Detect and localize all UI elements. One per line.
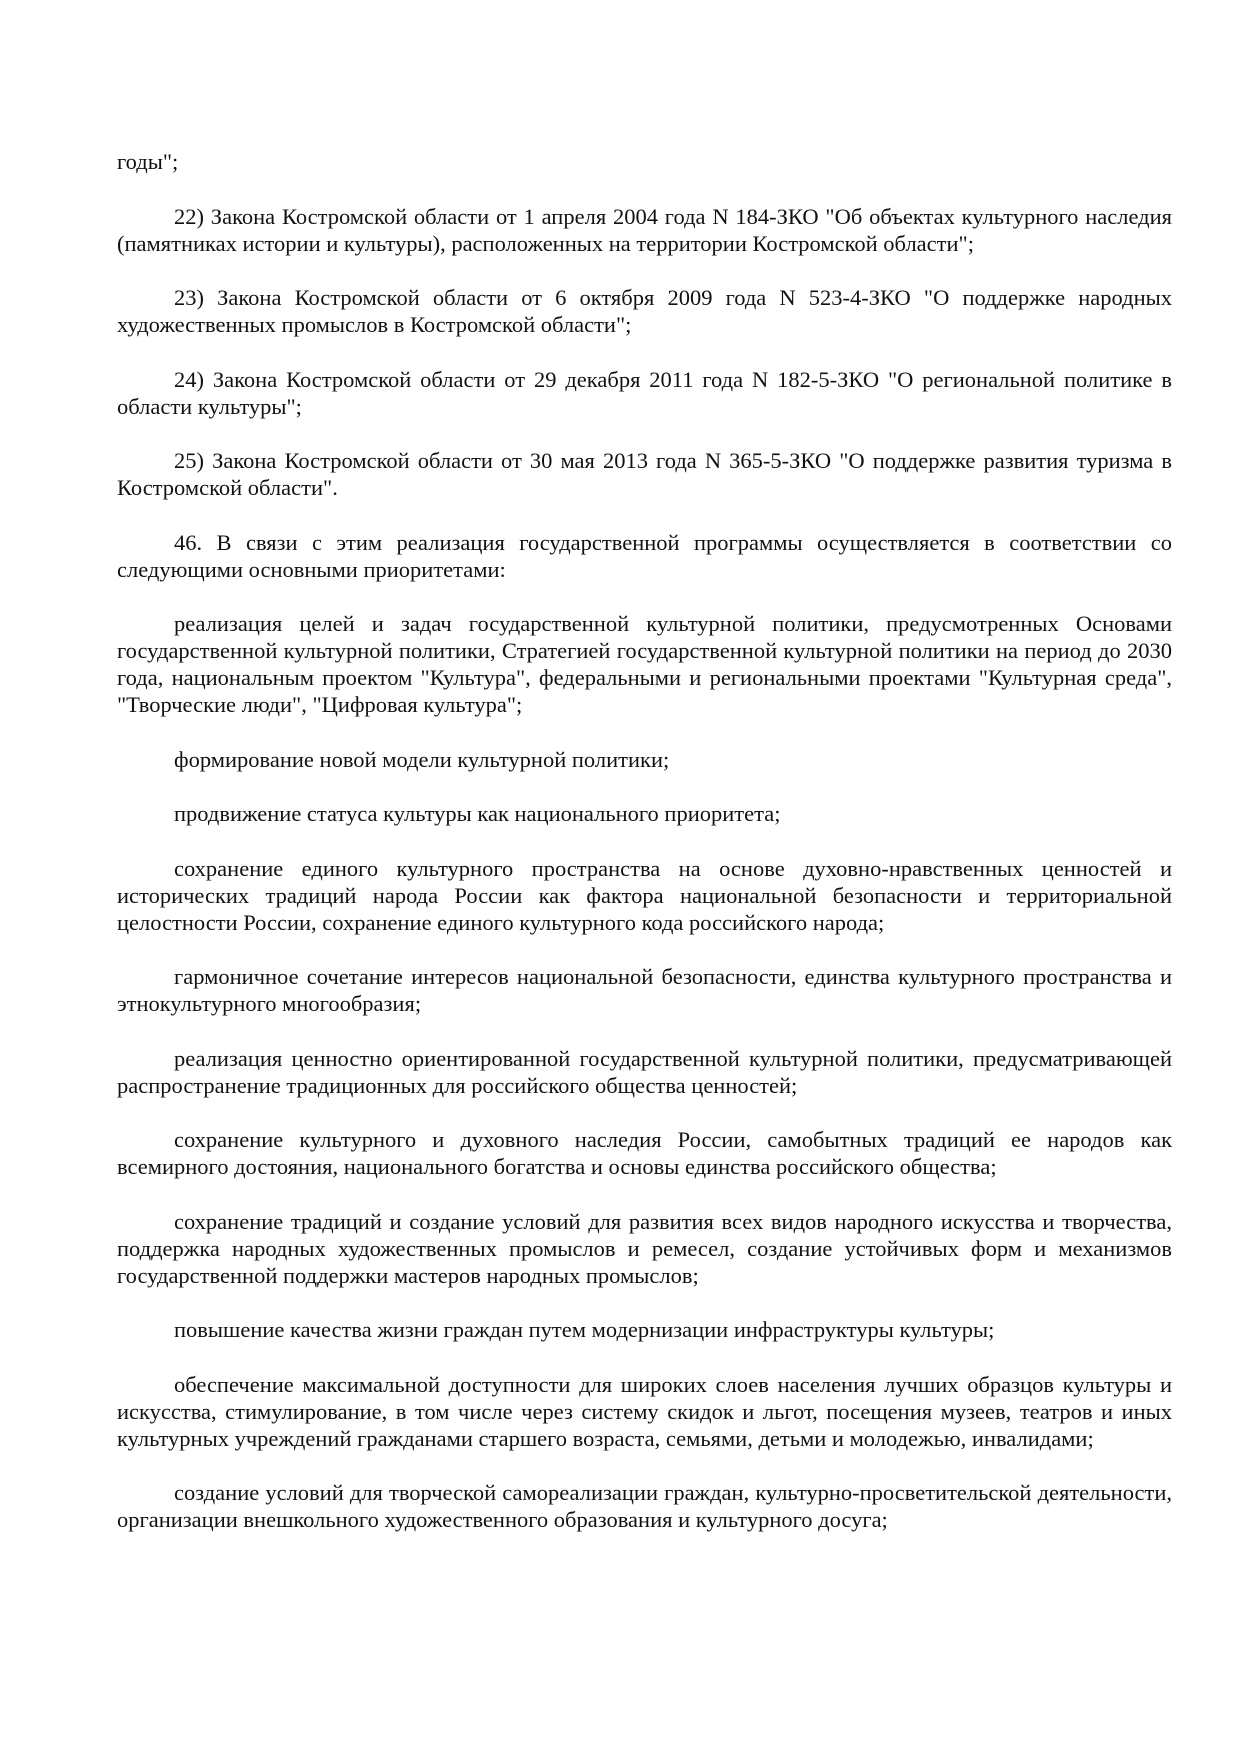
- document-page: [117, 148, 1172, 1561]
- law-item-23: 23) Закона Костромской области от 6 октября 2009 года N 523-4-ЗКО "О поддержке народных художественных промыслов в Костромской области";: [117, 285, 1172, 337]
- priority-item: формирование новой модели культурной политики;: [174, 746, 670, 772]
- priority-item: повышение качества жизни граждан путем модернизации инфраструктуры культуры;: [174, 1317, 995, 1342]
- priority-item: гармоничное сочетание интересов национальной безопасности, единства культурного пространства и этнокультурного многообразия;: [117, 964, 1172, 1016]
- paragraph-continuation: годы";: [117, 149, 179, 174]
- priority-item: сохранение традиций и создание условий для развития всех видов народного искусства и творчества, поддержка народных художественных промыслов и ремесел, создание устойчивых форм и механизмов государственной поддержки мастеров народных промыслов;: [117, 1208, 1172, 1288]
- priority-item: продвижение статуса культуры как национального приоритета;: [174, 801, 781, 826]
- priority-item: создание условий для творческой самореализации граждан, культурно-просветительской деятельности, организации внешкольного художественного образования и культурного досуга;: [117, 1480, 1172, 1532]
- priority-item: сохранение единого культурного пространства на основе духовно-нравственных ценностей и исторических традиций народа России как фактора национальной безопасности и территориальной целостности России, сохранение единого культурного кода российского народа;: [117, 855, 1172, 935]
- priority-item: обеспечение максимальной доступности для широких слоев населения лучших образцов культуры и искусства, стимулирование, в том числе через систему скидок и льгот, посещения музеев, театров и иных культурных учреждений гражданами старшего возраста, семьями, детьми и молодежью, инвалидами;: [117, 1371, 1172, 1451]
- law-item-24: 24) Закона Костромской области от 29 декабря 2011 года N 182-5-ЗКО "О региональной политике в области культуры";: [117, 366, 1172, 419]
- priority-item: реализация целей и задач государственной культурной политики, предусмотренных Основами государственной культурной политики, Стратегией государственной культурной политики на период до 2030 года, национальным проектом "Культура", федеральными и региональными проектами "Культурная среда", "Творческие люди", "Цифровая культура";: [117, 611, 1172, 717]
- law-item-25: 25) Закона Костромской области от 30 мая 2013 года N 365-5-ЗКО "О поддержке развития туризма в Костромской области".: [117, 448, 1172, 500]
- priority-item: сохранение культурного и духовного наследия России, самобытных традиций ее народов как всемирного достояния, национального богатства и основы единства российского общества;: [117, 1127, 1172, 1179]
- law-item-22: 22) Закона Костромской области от 1 апреля 2004 года N 184-ЗКО "Об объектах культурного наследия (памятниках истории и культуры), расположенных на территории Костромской области";: [117, 203, 1172, 256]
- section-46: 46. В связи с этим реализация государственной программы осуществляется в соответствии со следующими основными приоритетами:: [117, 529, 1172, 582]
- priority-item: реализация ценностно ориентированной государственной культурной политики, предусматривающей распространение традиционных для российского общества ценностей;: [117, 1045, 1172, 1098]
